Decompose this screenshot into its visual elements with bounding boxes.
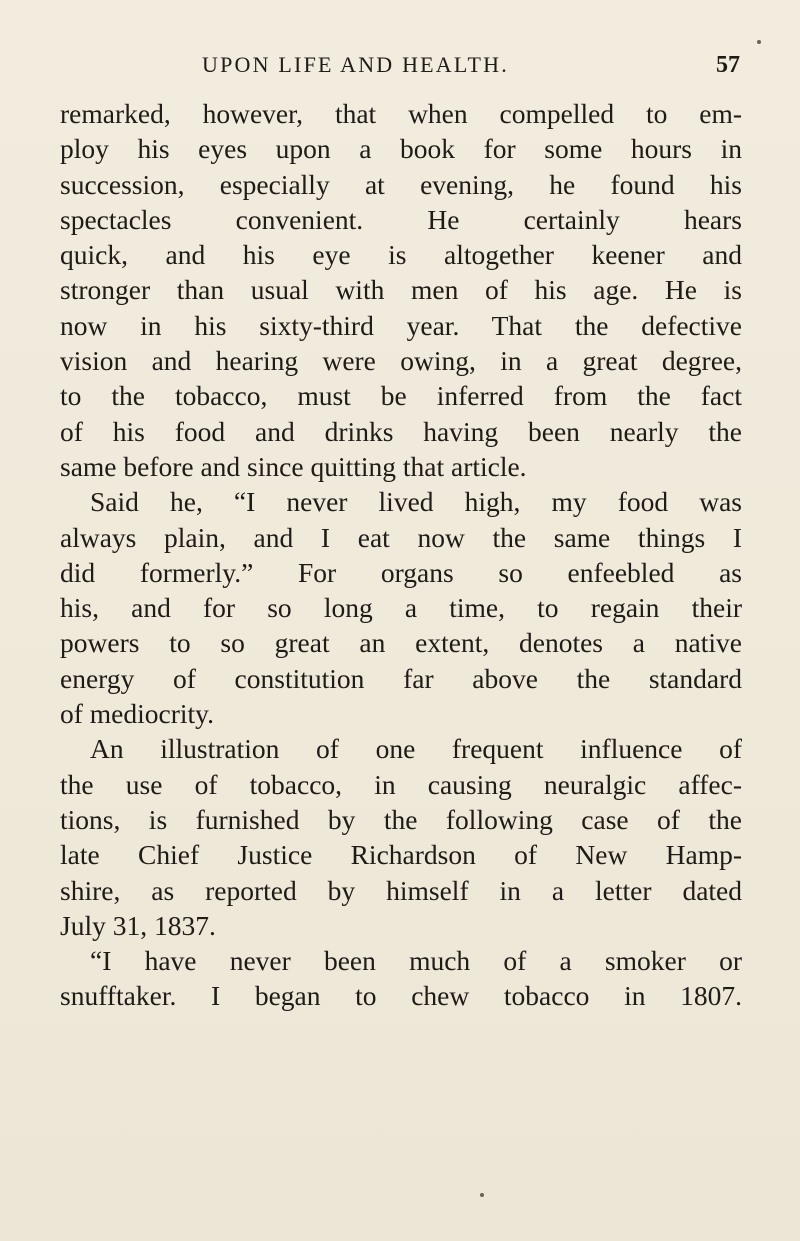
page-header — [60, 52, 740, 92]
text-line: did formerly.” For organs so enfeebled as — [60, 556, 742, 588]
printing-speck — [757, 40, 761, 44]
text-line: always plain, and I eat now the same things I — [60, 521, 742, 553]
body-text — [60, 96, 742, 1014]
text-line: quick, and his eye is altogether keener and — [60, 239, 742, 271]
text-line: his, and for so long a time, to regain their — [60, 592, 742, 624]
running-title: UPON LIFE AND HEALTH. — [202, 52, 509, 77]
text-line: Said he, “I never lived high, my food was — [90, 486, 742, 518]
text-line: now in his sixty-third year. That the defective — [60, 309, 742, 341]
text-line: stronger than usual with men of his age. He is — [60, 274, 742, 306]
text-line: remarked, however, that when compelled to em- — [60, 98, 742, 129]
text-line: shire, as reported by himself in a letter dated — [60, 874, 742, 906]
text-line: of mediocrity. — [60, 698, 215, 730]
text-line: July 31, 1837. — [60, 909, 216, 941]
text-line: to the tobacco, must be inferred from the fact — [60, 380, 742, 412]
text-line: powers to so great an extent, denotes a native — [60, 627, 742, 659]
text-line: same before and since quitting that article. — [60, 450, 527, 482]
page-number: 57 — [716, 52, 740, 78]
text-line: succession, especially at evening, he found his — [60, 168, 742, 200]
text-line: spectacles convenient. He certainly hears — [60, 203, 742, 235]
text-line: snufftaker. I began to chew tobacco in 1807. — [60, 980, 742, 1012]
text-line: “I have never been much of a smoker or — [90, 945, 742, 977]
text-line: late Chief Justice Richardson of New Hamp- — [60, 839, 742, 871]
text-line: energy of constitution far above the standard — [60, 662, 742, 694]
text-line: tions, is furnished by the following case of the — [60, 803, 742, 835]
text-line: An illustration of one frequent influence of — [90, 733, 742, 765]
text-line: the use of tobacco, in causing neuralgic affec- — [60, 768, 742, 800]
text-line: of his food and drinks having been nearly the — [60, 415, 742, 447]
text-line: vision and hearing were owing, in a great degree, — [60, 345, 742, 377]
text-line: ploy his eyes upon a book for some hours in — [60, 133, 742, 165]
printing-speck — [480, 1193, 484, 1197]
